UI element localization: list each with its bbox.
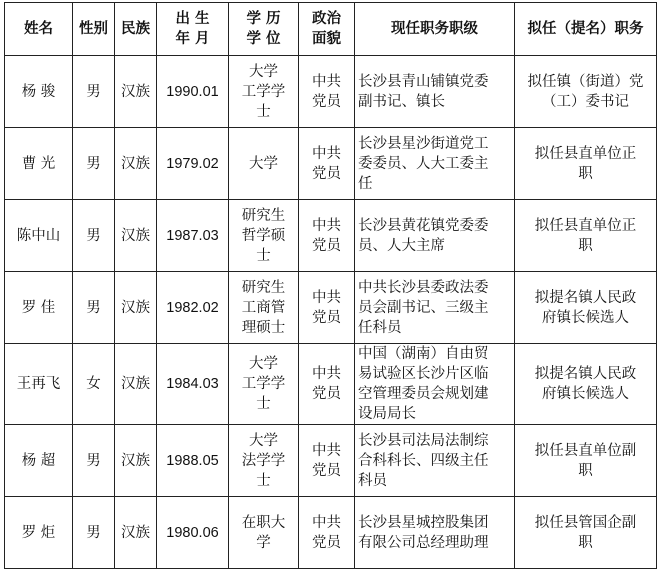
header-row [5, 3, 657, 56]
cell-gender: 男 [73, 56, 115, 128]
cell-birth: 1984.03 [157, 344, 229, 425]
cell-ethnicity: 汉族 [115, 272, 157, 344]
cell-name: 杨 骏 [5, 56, 73, 128]
cell-education: 大学 工学学 士 [229, 56, 299, 128]
cell-political: 中共 党员 [299, 272, 355, 344]
cell-name: 王再飞 [5, 344, 73, 425]
cell-ethnicity: 汉族 [115, 128, 157, 200]
header-gender: 性别 [73, 3, 115, 56]
cell-political: 中共 党员 [299, 128, 355, 200]
cell-education: 在职大 学 [229, 497, 299, 569]
header-political: 政治 面貌 [299, 3, 355, 56]
cell-current-post: 长沙县星沙街道党工 委委员、人大工委主 任 [355, 128, 515, 200]
cell-gender: 男 [73, 272, 115, 344]
cell-gender: 男 [73, 497, 115, 569]
cell-proposed-post: 拟提名镇人民政 府镇长候选人 [515, 272, 657, 344]
header-current-post: 现任职务职级 [355, 3, 515, 56]
cell-political: 中共 党员 [299, 497, 355, 569]
cell-birth: 1982.02 [157, 272, 229, 344]
cell-political: 中共 党员 [299, 425, 355, 497]
cell-current-post: 长沙县司法局法制综 合科科长、四级主任 科员 [355, 425, 515, 497]
cell-proposed-post: 拟任县直单位副 职 [515, 425, 657, 497]
cell-gender: 女 [73, 344, 115, 425]
cell-name: 陈中山 [5, 200, 73, 272]
cell-ethnicity: 汉族 [115, 56, 157, 128]
header-proposed-post: 拟任（提名）职务 [515, 3, 657, 56]
cell-gender: 男 [73, 128, 115, 200]
cell-proposed-post: 拟任县直单位正 职 [515, 200, 657, 272]
header-ethnicity: 民族 [115, 3, 157, 56]
cell-education: 大学 工学学 士 [229, 344, 299, 425]
table-row [5, 56, 657, 128]
cell-education: 大学 法学学 士 [229, 425, 299, 497]
cell-political: 中共 党员 [299, 200, 355, 272]
personnel-table [4, 2, 657, 569]
cell-ethnicity: 汉族 [115, 425, 157, 497]
cell-education: 大学 [229, 128, 299, 200]
cell-current-post: 中国（湖南）自由贸 易试验区长沙片区临 空管理委员会规划建 设局局长 [355, 344, 515, 425]
table-row [5, 497, 657, 569]
cell-gender: 男 [73, 200, 115, 272]
table-row [5, 272, 657, 344]
cell-current-post: 中共长沙县委政法委 员会副书记、三级主 任科员 [355, 272, 515, 344]
table-row [5, 425, 657, 497]
cell-ethnicity: 汉族 [115, 344, 157, 425]
cell-proposed-post: 拟任县直单位正 职 [515, 128, 657, 200]
cell-political: 中共 党员 [299, 56, 355, 128]
cell-name: 罗 炬 [5, 497, 73, 569]
cell-proposed-post: 拟任县管国企副 职 [515, 497, 657, 569]
cell-birth: 1980.06 [157, 497, 229, 569]
cell-current-post: 长沙县青山铺镇党委 副书记、镇长 [355, 56, 515, 128]
header-education: 学 历 学 位 [229, 3, 299, 56]
cell-name: 杨 超 [5, 425, 73, 497]
cell-proposed-post: 拟提名镇人民政 府镇长候选人 [515, 344, 657, 425]
header-birth: 出 生 年 月 [157, 3, 229, 56]
cell-ethnicity: 汉族 [115, 200, 157, 272]
header-name: 姓名 [5, 3, 73, 56]
cell-name: 曹 光 [5, 128, 73, 200]
cell-ethnicity: 汉族 [115, 497, 157, 569]
cell-name: 罗 佳 [5, 272, 73, 344]
cell-education: 研究生 哲学硕 士 [229, 200, 299, 272]
table-row [5, 200, 657, 272]
cell-gender: 男 [73, 425, 115, 497]
table-row [5, 344, 657, 425]
cell-political: 中共 党员 [299, 344, 355, 425]
cell-current-post: 长沙县星城控股集团 有限公司总经理助理 [355, 497, 515, 569]
cell-current-post: 长沙县黄花镇党委委 员、人大主席 [355, 200, 515, 272]
cell-birth: 1990.01 [157, 56, 229, 128]
cell-birth: 1987.03 [157, 200, 229, 272]
table-row [5, 128, 657, 200]
cell-education: 研究生 工商管 理硕士 [229, 272, 299, 344]
cell-birth: 1988.05 [157, 425, 229, 497]
cell-proposed-post: 拟任镇（街道）党 （工）委书记 [515, 56, 657, 128]
cell-birth: 1979.02 [157, 128, 229, 200]
